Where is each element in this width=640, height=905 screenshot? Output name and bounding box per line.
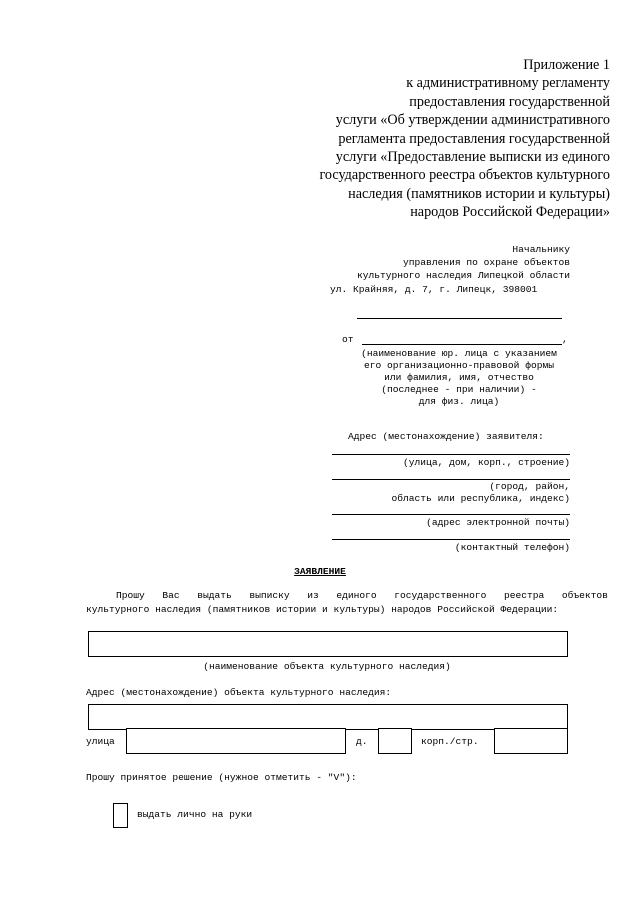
email-input-line[interactable] — [332, 514, 570, 515]
object-address-label: Адрес (местонахождение) объекта культурного наследия: — [86, 687, 392, 698]
request-word: Прошу — [116, 590, 145, 601]
city-caption: область или республика, индекс) — [391, 493, 570, 504]
request-word: выдать — [197, 590, 232, 601]
request-line-2: культурного наследия (памятников истории и культуры) народов Российской Федерации: — [86, 603, 559, 615]
appendix-line: регламента предоставления государственной — [338, 130, 610, 147]
blank-line[interactable] — [357, 318, 562, 319]
request-word: Вас — [162, 590, 180, 601]
addressee-line: ул. Крайняя, д. 7, г. Липецк, 398001 — [330, 283, 538, 295]
email-caption: (адрес электронной почты) — [426, 517, 570, 528]
building-input[interactable] — [494, 728, 568, 754]
request-line-1 — [86, 589, 608, 603]
addressee-line: культурного наследия Липецкой области — [356, 270, 570, 282]
decision-label: Прошу принятое решение (нужное отметить - "V"): — [86, 772, 357, 783]
request-word: выписку — [249, 590, 290, 601]
document-title: ЗАЯВЛЕНИЕ — [294, 566, 346, 577]
addressee-line: управления по охране объектов — [403, 257, 570, 269]
phone-input-line[interactable] — [332, 539, 570, 540]
phone-caption: (контактный телефон) — [454, 542, 570, 553]
appendix-line: услуги «Предоставление выписки из единого — [335, 149, 610, 166]
appendix-line: государственного реестра объектов культурного — [319, 167, 610, 184]
appendix-line: к административному регламенту — [406, 75, 610, 92]
house-input[interactable] — [378, 728, 412, 754]
from-caption: или фамилия, имя, отчество — [384, 372, 534, 383]
from-input-line[interactable] — [362, 344, 562, 345]
building-label: корп./стр. — [421, 736, 479, 747]
from-label: от — [342, 334, 354, 345]
object-address-input[interactable] — [88, 704, 568, 730]
addressee-line: Начальнику — [512, 244, 570, 255]
object-name-caption: (наименование объекта культурного наследия) — [203, 661, 451, 672]
appendix-line: наследия (памятников истории и культуры) — [348, 185, 610, 202]
request-text — [86, 589, 608, 616]
appendix-line: предоставления государственной — [409, 93, 610, 110]
appendix-line: услуги «Об утверждении административного — [335, 112, 610, 129]
street-input[interactable] — [126, 728, 346, 754]
from-caption: (наименование юр. лица с указанием — [361, 348, 557, 359]
house-label: д. — [356, 736, 368, 747]
street-label: улица — [86, 736, 115, 747]
request-word: реестра — [503, 590, 545, 601]
request-word: объектов — [561, 590, 608, 601]
street-caption: (улица, дом, корп., строение) — [403, 457, 570, 468]
object-name-input[interactable] — [88, 631, 568, 657]
from-caption: (последнее - при наличии) - — [381, 384, 537, 395]
from-caption: для физ. лица) — [418, 396, 500, 407]
appendix-line: народов Российской Федерации» — [410, 204, 610, 221]
request-word: единого — [336, 590, 377, 601]
in-person-option-label: выдать лично на руки — [137, 809, 253, 820]
from-comma: , — [562, 334, 568, 345]
addressee-block — [330, 243, 570, 296]
from-caption: его организационно-правовой формы — [364, 360, 554, 371]
request-word: из — [307, 590, 319, 601]
street-input-line[interactable] — [332, 454, 570, 455]
appendix-line: Приложение 1 — [523, 57, 610, 73]
appendix-header — [250, 56, 610, 222]
request-word: государственного — [394, 590, 487, 601]
in-person-checkbox[interactable] — [113, 803, 128, 828]
applicant-address-label: Адрес (местонахождение) заявителя: — [348, 431, 544, 442]
city-caption: (город, район, — [489, 481, 570, 492]
